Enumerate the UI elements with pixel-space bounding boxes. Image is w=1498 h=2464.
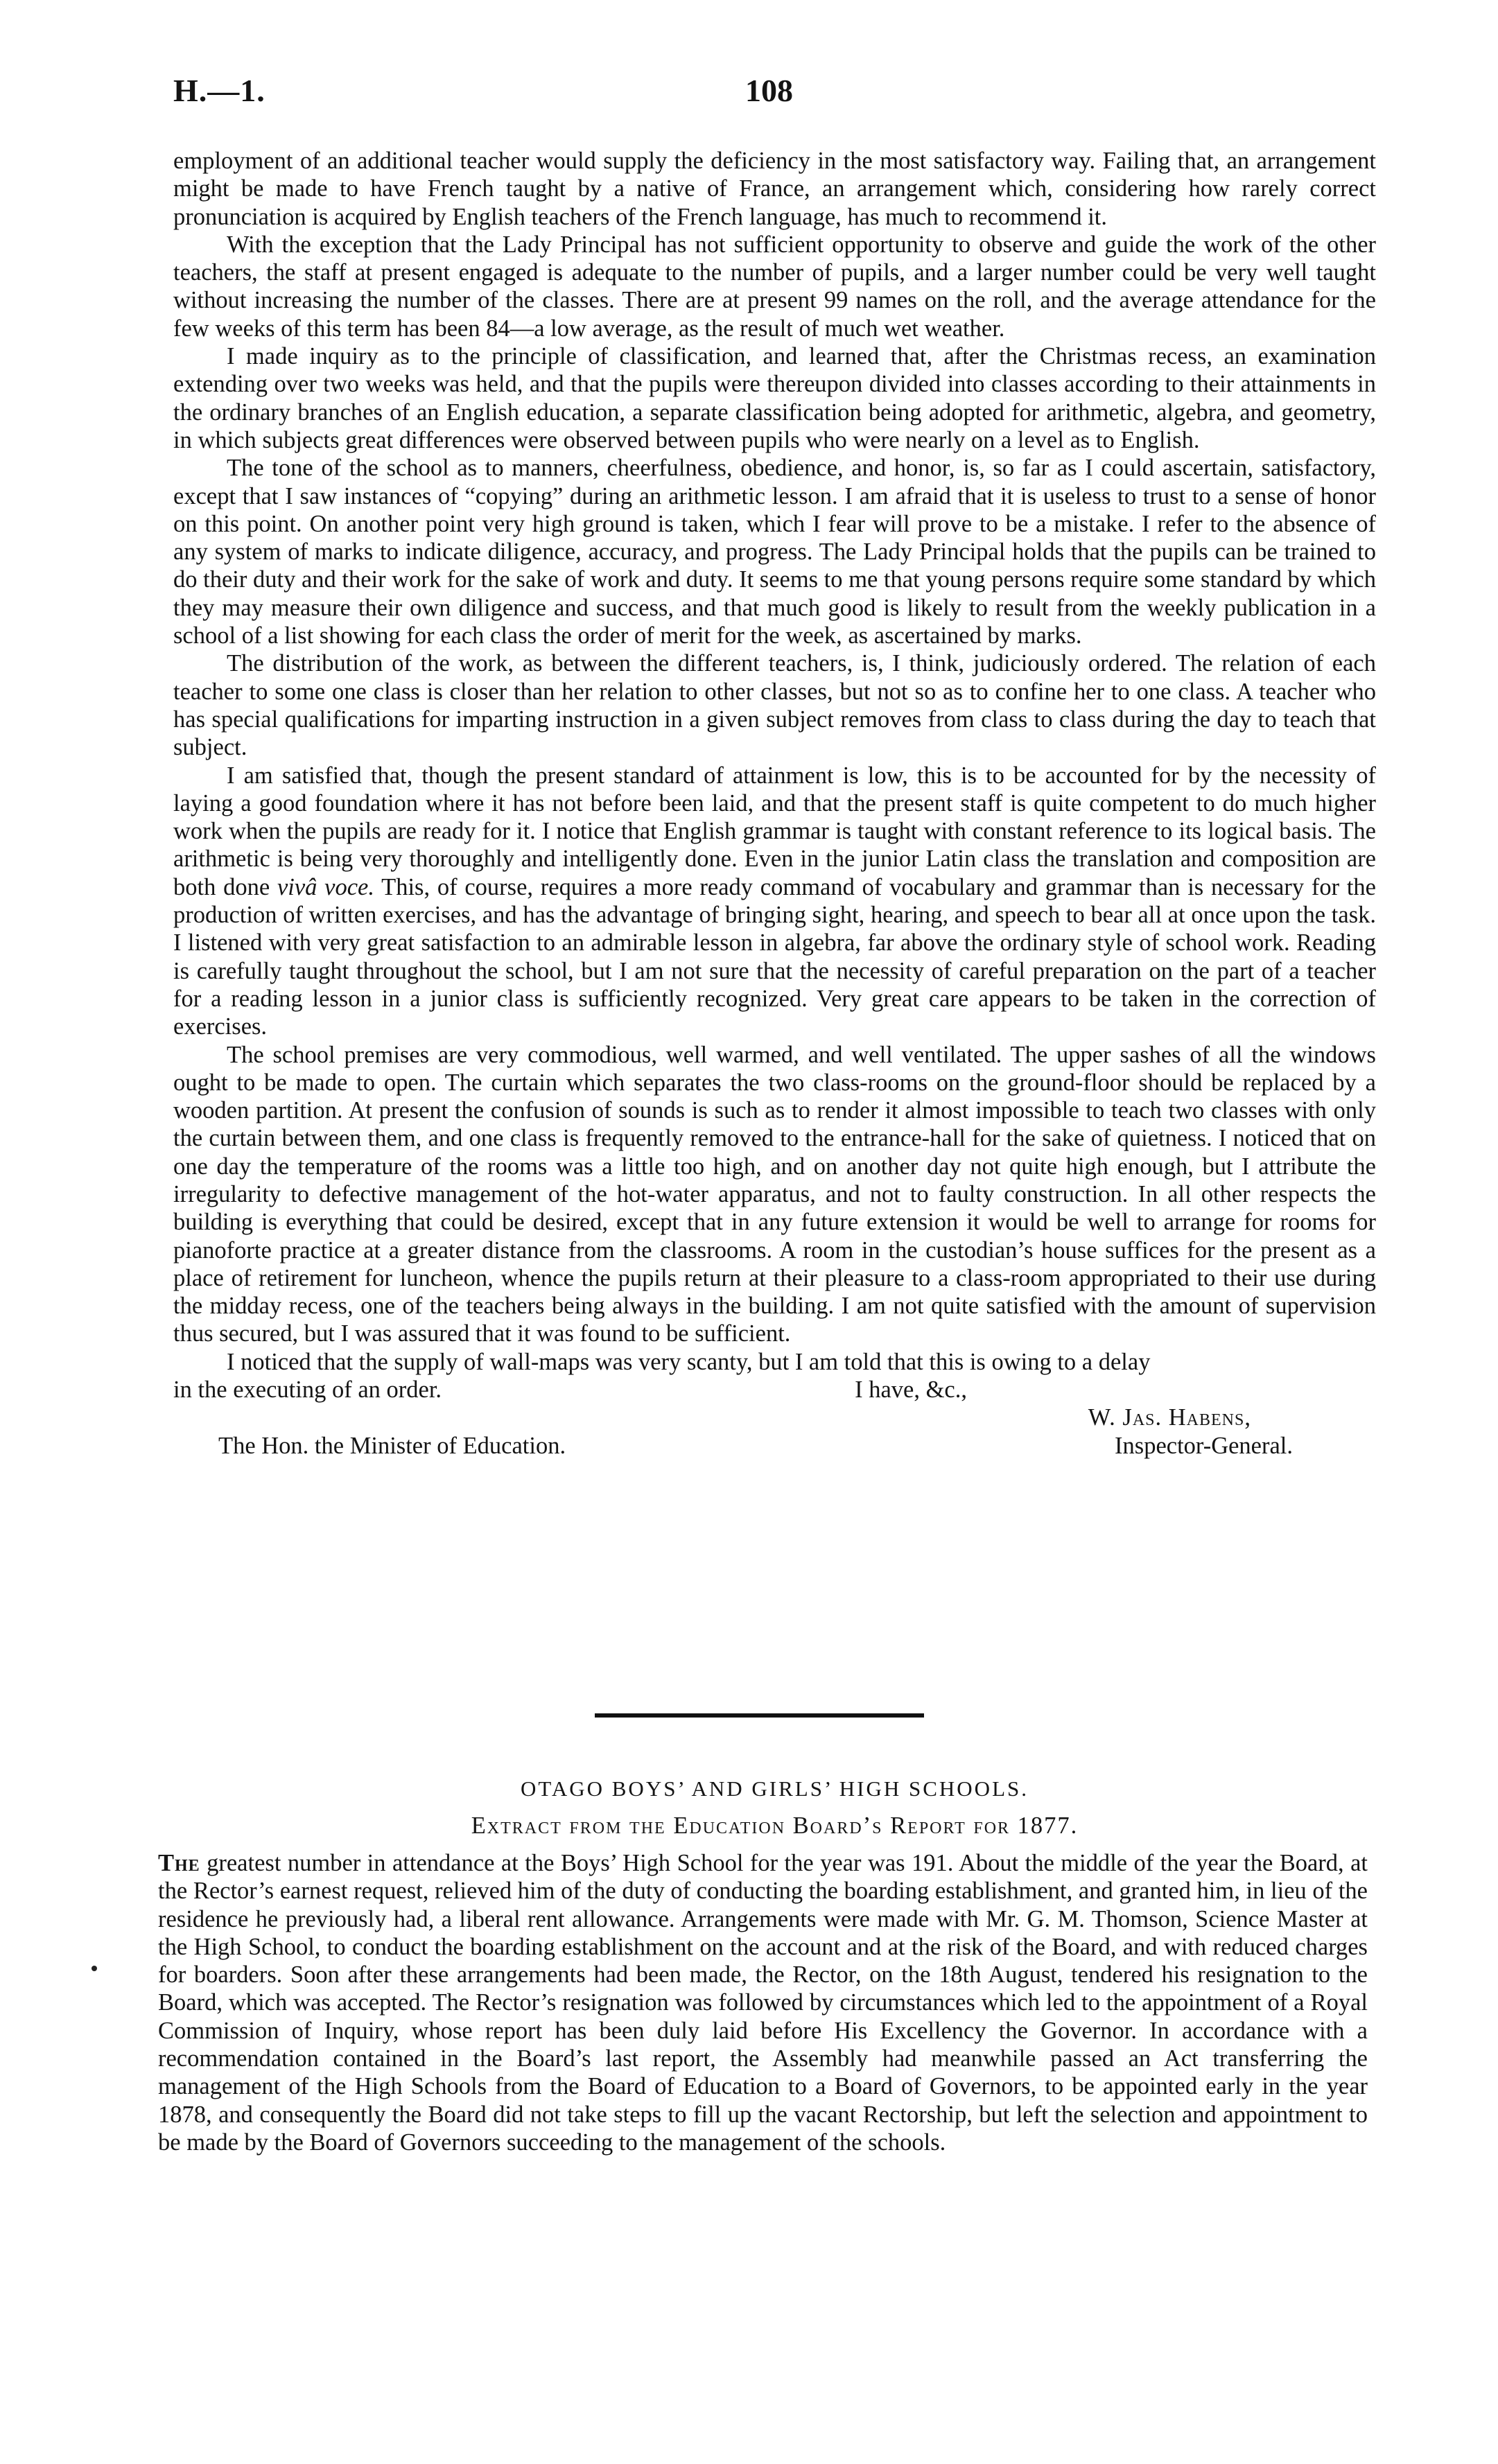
- otago-paragraph-text: greatest number in attendance at the Boys’ High School for the year was 191. About the middle of the year the Board, at the Rector’s earnest request, relieved him of the duty of conducting the boarding establishment, and granted him, in lieu of the residence he previously had, a liberal rent allowance. Arrangements were made with Mr. G. M. Thomson, Science Master at the High School, to conduct the boarding establishment on the account and at the risk of the Board, and with reduced charges for boarders. Soon after these arrangements had been made, the Rector, on the 18th August, tendered his resignation to the Board, which was accepted. The Rector’s resignation was followed by circumstances which led to the appointment of a Royal Commission of Inquiry, whose report has been duly laid before His Excellency the Governor. In accordance with a recommendation contained in the Board’s last report, the Assembly had meanwhile passed an Act transferring the management of the High Schools from the Board of Education to a Board of Governors, to be appointed early in the year 1878, and consequently the Board did not take steps to fill up the vacant Rectorship, but left the selection and appointment to be made by the Board of Governors succeeding to the management of the schools.: [158, 1850, 1368, 2156]
- page-header: [173, 72, 1373, 114]
- closing-salutation: I have, &c.,: [855, 1377, 967, 1404]
- addressee-line: [173, 1432, 1376, 1460]
- closing-line: [173, 1376, 1376, 1404]
- lead-word: The: [158, 1850, 200, 1876]
- viva-voce-italic: vivâ voce.: [277, 873, 374, 900]
- report-paragraph: I noticed that the supply of wall-maps was very scanty, but I am told that this is owing to a delay: [227, 1348, 1151, 1375]
- report-paragraph: The distribution of the work, as between the different teachers, is, I think, judiciously ordered. The relation of each teacher to some one class is closer than her relation to other classes, but not so as to confine her to one class. A teacher who has special qualifications for imparting instruction in a given subject removes from class to class during the day to teach that subject.: [173, 650, 1376, 761]
- page-number: 108: [745, 73, 793, 108]
- section-subtitle: Extract from the Education Board’s Report for 1877.: [471, 1812, 1079, 1839]
- report-paragraph: employment of an additional teacher would supply the deficiency in the most satisfactory way. Failing that, an arrangement might be made to have French taught by a native of France, an arrangement which, considering how rarely correct pronunciation is acquired by English teachers of the French language, has much to recommend it.: [173, 148, 1376, 230]
- addressee: The Hon. the Minister of Education.: [218, 1432, 566, 1459]
- otago-report: [158, 1849, 1368, 2156]
- section-title: OTAGO BOYS’ AND GIRLS’ HIGH SCHOOLS.: [521, 1776, 1029, 1801]
- attainment-text-end: This, of course, requires a more ready command of vocabulary and grammar than is necessary for the production of written exercises, and has the advantage of bringing sight, hearing, and speech to bear all at once upon the task. I listened with very great satisfaction to an admirable lesson in algebra, far above the ordinary style of school work. Reading is carefully taught throughout the school, but I am not sure that the necessity of careful preparation on the part of a teacher for a reading lesson in a junior class is sufficiently recognized. Very great care appears to be taken in the correction of exercises.: [173, 873, 1376, 1040]
- signature-line: [173, 1404, 1376, 1431]
- section-divider: [595, 1713, 924, 1718]
- signature: W. Jas. Habens,: [1088, 1404, 1251, 1431]
- inspector-report: [173, 147, 1376, 1460]
- report-paragraph: I made inquiry as to the principle of classification, and learned that, after the Christmas recess, an examination extending over two weeks was held, and that the pupils were thereupon divided into classes according to their attainments in the ordinary branches of an English education, a separate classification being adopted for arithmetic, algebra, and geometry, in which subjects great differences were observed between pupils who were nearly on a level as to English.: [173, 343, 1376, 453]
- margin-mark: [92, 1966, 97, 1971]
- attainment-text-start: I am satisfied that, though the present standard of attainment is low, this is to be accounted for by the necessity of laying a good foundation where it has not before been laid, and that the present staff is quite competent to do much higher work when the pupils are ready for it. I notice that English grammar is taught with constant reference to its logical basis. The arithmetic is being very thoroughly and intelligently done. Even in the junior Latin class the translation and composition are both done: [173, 762, 1376, 900]
- document-reference: H.—1.: [173, 73, 265, 108]
- maps-paragraph-end: in the executing of an order.: [173, 1377, 442, 1404]
- report-paragraph: The tone of the school as to manners, cheerfulness, obedience, and honor, is, so far as I could ascertain, satisfactory, except that I saw instances of “copying” during an arithmetic lesson. I am afraid that it is useless to trust to a sense of honor on this point. On another point very high ground is taken, which I fear will prove to be a mistake. I refer to the absence of any system of marks to indicate diligence, accuracy, and progress. The Lady Principal holds that the pupils can be trained to do their duty and their work for the sake of work and duty. It seems to me that young persons require some standard by which they may measure their own diligence and success, and that much good is likely to result from the weekly publication in a school of a list showing for each class the order of merit for the week, as ascertained by marks.: [173, 455, 1376, 649]
- report-paragraph: The school premises are very commodious, well warmed, and well ventilated. The upper sashes of all the windows ought to be made to open. The curtain which separates the two class-rooms on the ground-floor should be replaced by a wooden partition. At present the confusion of sounds is such as to render it almost impossible to teach two classes with only the curtain between them, and one class is frequently removed to the entrance-hall for the sake of quietness. I noticed that on one day the temperature of the rooms was a little too high, and on another day not quite high enough, but I attribute the irregularity to defective management of the hot-water apparatus, and not to faulty construction. In all other respects the building is everything that could be desired, except that in any future extension it would be well to arrange for rooms for pianoforte practice at a greater distance from the classrooms. A room in the custodian’s house suffices for the present as a place of retirement for luncheon, whence the pupils return at their pleasure to a class-room appropriated to their use during the midday recess, one of the teachers being always in the building. I am not quite satisfied with the amount of supervision thus secured, but I was assured that it was found to be sufficient.: [173, 1041, 1376, 1347]
- otago-paragraph: [158, 1849, 1368, 2156]
- report-paragraph: With the exception that the Lady Principal has not sufficient opportunity to observe and guide the work of the other teachers, the staff at present engaged is adequate to the number of pupils, and a larger number could be very well taught without increasing the number of the classes. There are at present 99 names on the roll, and the average attendance for the few weeks of this term has been 84—a low average, as the result of much wet weather.: [173, 231, 1376, 342]
- signatory-title: Inspector-General.: [1115, 1432, 1293, 1459]
- report-paragraph-attainment: [173, 762, 1376, 1041]
